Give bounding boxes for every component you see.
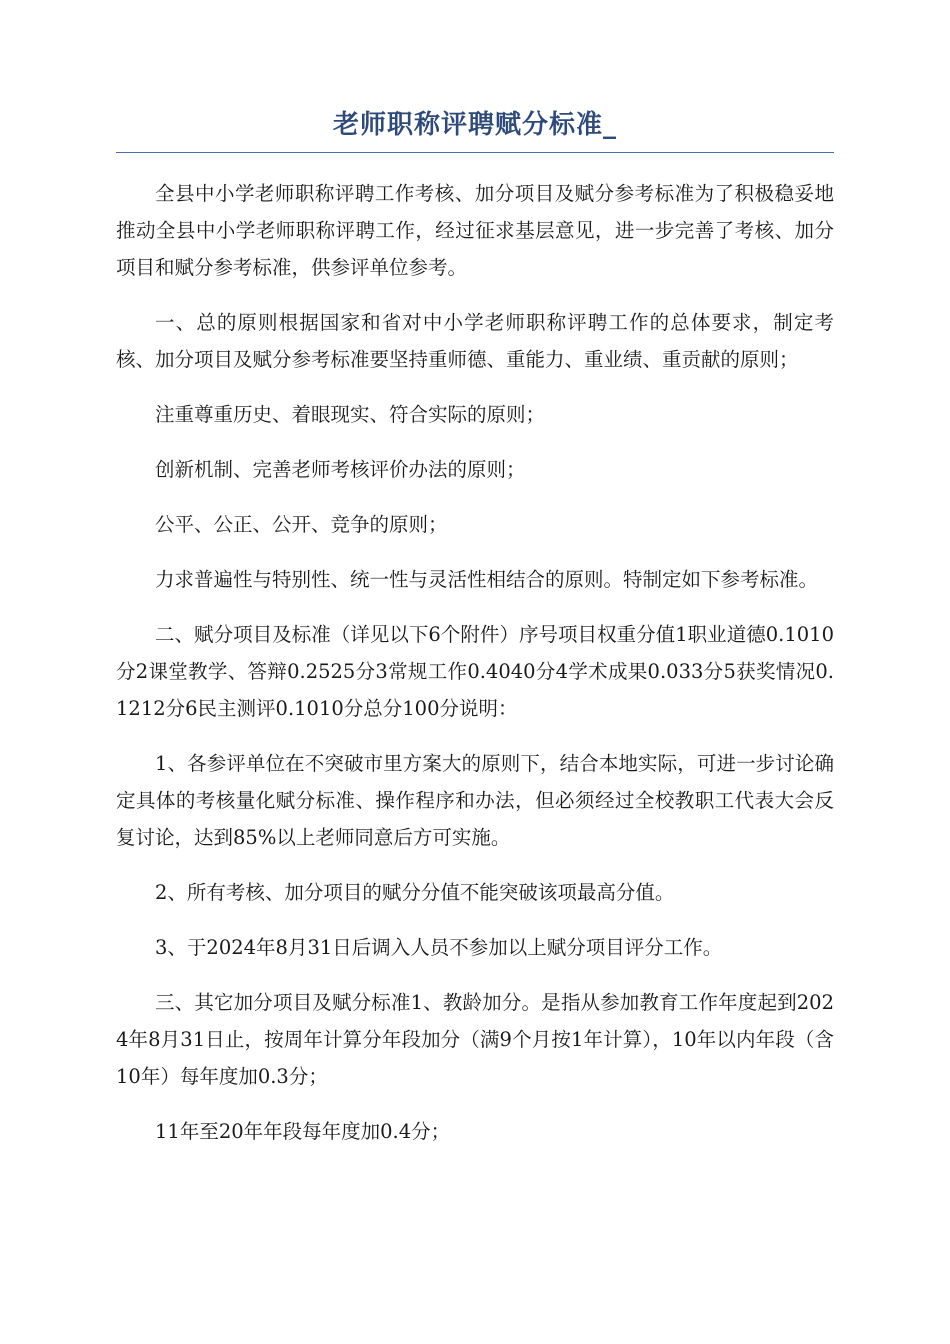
- paragraph: 力求普遍性与特别性、统一性与灵活性相结合的原则。特制定如下参考标准。: [155, 568, 819, 591]
- paragraph: 3、于2024年8月31日后调入人员不参加以上赋分项目评分工作。: [155, 936, 723, 959]
- paragraph: 1、各参评单位在不突破市里方案大的原则下，结合本地实际，可进一步讨论确定具体的考核量化赋分标准、操作程序和办法，但必须经过全校教职工代表大会反复讨论，达到85%以上老师同意后方可实施。: [116, 752, 834, 849]
- paragraph: 2、所有考核、加分项目的赋分分值不能突破该项最高分值。: [155, 881, 675, 904]
- document-page: [116, 108, 834, 1168]
- paragraph: 一、总的原则根据国家和省对中小学老师职称评聘工作的总体要求，制定考核、加分项目及赋分参考标准要坚持重师德、重能力、重业绩、重贡献的原则；: [116, 311, 834, 371]
- paragraph: 11年至20年年段每年度加0.4分；: [155, 1120, 451, 1143]
- paragraph: 创新机制、完善老师考核评价办法的原则；: [155, 458, 526, 481]
- document-body: [116, 175, 834, 1150]
- paragraph: 公平、公正、公开、竞争的原则；: [155, 513, 448, 536]
- paragraph: 三、其它加分项目及赋分标准1、教龄加分。是指从参加教育工作年度起到2024年8月31日止，按周年计算分年段加分（满9个月按1年计算），10年以内年段（含10年）每年度加0.3分；: [116, 991, 834, 1088]
- paragraph: 二、赋分项目及标准（详见以下6个附件）序号项目权重分值1职业道德0.1010分2课堂教学、答辩0.2525分3常规工作0.4040分4学术成果0.033分5获奖情况0.1212分6民主测评0.1010分总分100分说明：: [116, 623, 834, 720]
- paragraph: 全县中小学老师职称评聘工作考核、加分项目及赋分参考标准为了积极稳妥地推动全县中小学老师职称评聘工作，经过征求基层意见，进一步完善了考核、加分项目和赋分参考标准，供参评单位参考。: [116, 182, 834, 279]
- paragraph: 注重尊重历史、着眼现实、符合实际的原则；: [155, 403, 546, 426]
- document-title: 老师职称评聘赋分标准_: [116, 108, 834, 153]
